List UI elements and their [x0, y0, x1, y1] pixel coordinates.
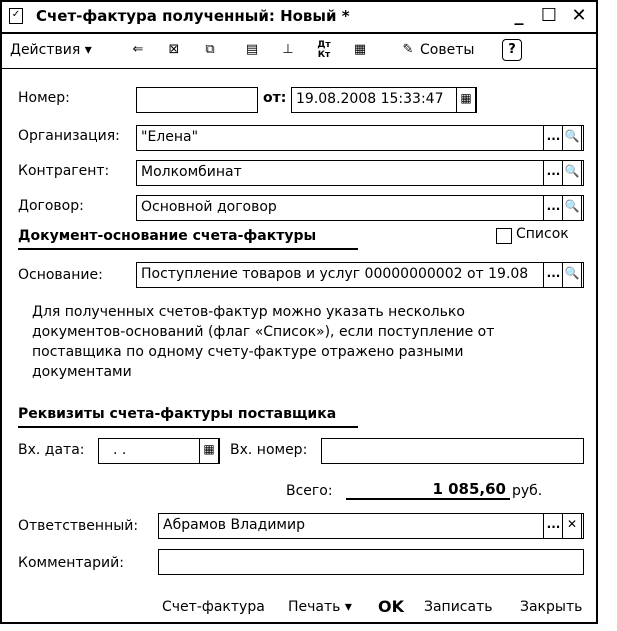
in-number-input[interactable]: [321, 438, 584, 464]
contractor-value: Молкомбинат: [141, 164, 242, 180]
comment-label: Комментарий:: [18, 555, 124, 571]
in-date-input[interactable]: [98, 438, 220, 464]
organization-input[interactable]: [136, 125, 584, 151]
organization-search-icon[interactable]: 🔍: [562, 125, 582, 151]
dtkt-icon[interactable]: Дт Кт: [317, 40, 331, 60]
in-number-label: Вх. номер:: [230, 442, 308, 458]
post-document-icon[interactable]: ▤: [245, 42, 259, 57]
total-underline: [346, 498, 510, 500]
basis-select-button[interactable]: ...: [543, 262, 563, 288]
print-button[interactable]: Печать ▾: [288, 599, 352, 615]
toolbar: [2, 34, 596, 69]
total-currency: руб.: [512, 483, 543, 499]
organization-label: Организация:: [18, 128, 120, 144]
date-from-label: от:: [263, 90, 287, 106]
responsible-label: Ответственный:: [18, 518, 139, 534]
in-date-value: . .: [113, 442, 127, 458]
save-button[interactable]: Записать: [424, 599, 493, 615]
in-date-calendar-icon[interactable]: ▦: [199, 438, 219, 464]
total-value: 1 085,60: [432, 480, 506, 498]
contract-input[interactable]: [136, 195, 584, 221]
basis-info-text: Для полученных счетов-фактур можно указать несколько документов-оснований (флаг «Список»), если поступление от поставщика по одному счету-фактуре отражено разными документами: [32, 304, 495, 380]
minimize-button[interactable]: _: [514, 5, 524, 26]
contract-value: Основной договор: [141, 199, 277, 215]
close-button[interactable]: Закрыть: [520, 599, 583, 615]
in-date-label: Вх. дата:: [18, 442, 85, 458]
organization-value: "Елена": [141, 129, 199, 145]
contract-label: Договор:: [18, 198, 84, 214]
contractor-select-button[interactable]: ...: [543, 160, 563, 186]
move-icon[interactable]: ⇐: [132, 42, 144, 57]
basis-section-title: Документ-основание счета-фактуры: [18, 228, 317, 244]
window-title: Счет-фактура полученный: Новый *: [36, 7, 350, 25]
contract-select-button[interactable]: ...: [543, 195, 563, 221]
actions-menu-button[interactable]: Действия ▾: [10, 42, 92, 58]
copy-icon[interactable]: ⧉: [205, 42, 215, 57]
responsible-input[interactable]: [158, 513, 584, 539]
basis-section-divider: [18, 248, 358, 250]
tips-icon[interactable]: ✎: [402, 42, 414, 57]
responsible-clear-icon[interactable]: ✕: [562, 513, 582, 539]
supplier-section-divider: [18, 426, 358, 428]
invoice-button[interactable]: Счет-фактура: [162, 599, 265, 615]
number-input[interactable]: [136, 87, 258, 113]
basis-input[interactable]: [136, 262, 584, 288]
document-icon: ✓: [9, 8, 23, 24]
responsible-value: Абрамов Владимир: [163, 517, 305, 533]
close-window-button[interactable]: ✕: [571, 5, 587, 26]
list-checkbox-label[interactable]: Список: [516, 226, 569, 242]
structure-icon[interactable]: ⊥: [282, 42, 294, 57]
report-icon[interactable]: ▦: [353, 42, 367, 57]
delete-mark-icon[interactable]: ⊠: [168, 42, 180, 57]
maximize-button[interactable]: ☐: [540, 5, 558, 26]
calendar-icon[interactable]: ▦: [456, 87, 476, 113]
responsible-select-button[interactable]: ...: [543, 513, 563, 539]
contractor-label: Контрагент:: [18, 163, 110, 179]
contractor-input[interactable]: [136, 160, 584, 186]
contractor-search-icon[interactable]: 🔍: [562, 160, 582, 186]
total-label: Всего:: [286, 483, 333, 499]
help-button[interactable]: ?: [502, 39, 522, 61]
tips-button[interactable]: Советы: [420, 42, 475, 58]
title-bar[interactable]: [2, 2, 596, 34]
date-input[interactable]: [291, 87, 477, 113]
list-checkbox[interactable]: [496, 228, 512, 244]
organization-select-button[interactable]: ...: [543, 125, 563, 151]
basis-value: Поступление товаров и услуг 00000000002 от 19.08: [141, 266, 529, 282]
basis-label: Основание:: [18, 267, 103, 283]
basis-search-icon[interactable]: 🔍: [562, 262, 582, 288]
ok-button[interactable]: OK: [378, 597, 404, 616]
supplier-section-title: Реквизиты счета-фактуры поставщика: [18, 406, 337, 422]
number-label: Номер:: [18, 90, 70, 106]
comment-input[interactable]: [158, 549, 584, 575]
contract-search-icon[interactable]: 🔍: [562, 195, 582, 221]
date-value: 19.08.2008 15:33:47: [296, 91, 444, 107]
